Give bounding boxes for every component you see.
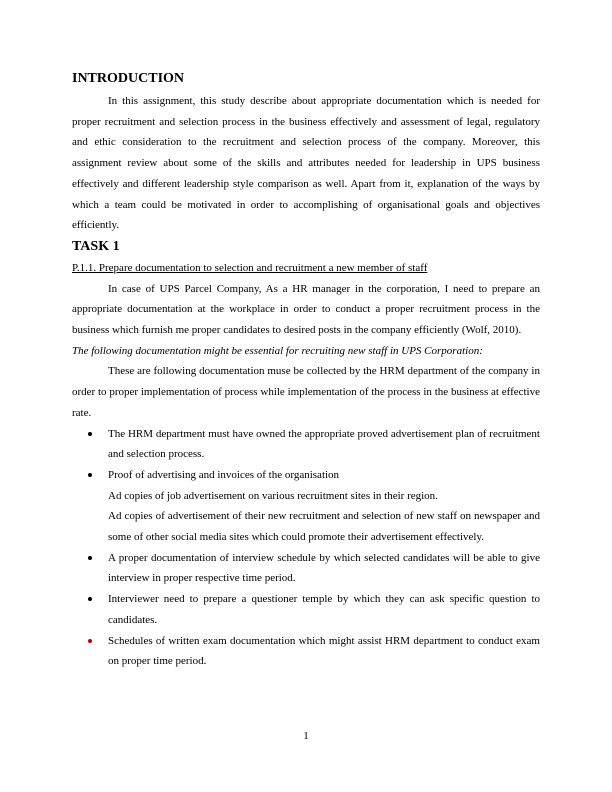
list-item-text: The HRM department must have owned the appropriate proved advertisement plan of recruitment and selection process. (108, 427, 540, 461)
documentation-intro-line: The following documentation might be essential for recruiting new staff in UPS Corporation: (72, 344, 483, 357)
bullet-icon (88, 473, 92, 477)
list-item-text: Schedules of written exam documentation which might assist HRM department to conduct exam on proper time period. (108, 634, 540, 668)
introduction-paragraph: In this assignment, this study describe about appropriate documentation which is needed for proper recruitment and selection process in the business effectively and assessment of legal, regulatory and ethic consideration to the recruitment and selection process of the company. Moreover, this assignment review about some of the skills and attributes needed for leadership in UPS business effectively and different leadership style comparison as well. Apart from it, explanation of the ways by which a team could be motivated in order to accomplishing of organisational goals and objectives efficiently. (72, 95, 540, 232)
list-item-text: Interviewer need to prepare a questioner temple by which they can ask specific question to candidates. (108, 593, 540, 626)
page-number: 1 (303, 730, 309, 742)
list-item (72, 548, 540, 589)
bullet-icon (88, 597, 92, 601)
list-item-text: A proper documentation of interview schedule by which selected candidates will be able to give interview in proper respective time period. (108, 551, 540, 585)
list-item (72, 589, 540, 630)
task-1-subheading: P.1.1. Prepare documentation to selection and recruitment a new member of staff (72, 261, 428, 274)
list-sub-line: Ad copies of advertisement of their new recruitment and selection of new staff on newspaper and some of other social media sites which could promote their advertisement effectively. (108, 510, 540, 544)
task-1-paragraph-2: These are following documentation muse be collected by the HRM department of the company in order to proper implementation of process while implementation of the process in the business at effective rate. (72, 365, 540, 419)
task-1-heading: TASK 1 (72, 238, 120, 254)
list-item (72, 465, 540, 548)
list-sub-line: Ad copies of job advertisement on various recruitment sites in their region. (108, 489, 438, 502)
list-item (72, 631, 540, 672)
documentation-list (72, 424, 540, 672)
list-item-text: Proof of advertising and invoices of the organisation (108, 468, 340, 481)
document-page (72, 70, 540, 672)
bullet-icon (88, 639, 92, 643)
task-1-paragraph-1: In case of UPS Parcel Company, As a HR manager in the corporation, I need to prepare an appropriate documentation at the workplace in order to conduct a proper recruitment process in the business which furnish me proper candidates to desired posts in the company efficiently (Wolf, 2010). (72, 282, 540, 337)
bullet-icon (88, 556, 92, 560)
list-item (72, 424, 540, 465)
introduction-heading: INTRODUCTION (72, 71, 185, 86)
bullet-icon (88, 432, 92, 436)
